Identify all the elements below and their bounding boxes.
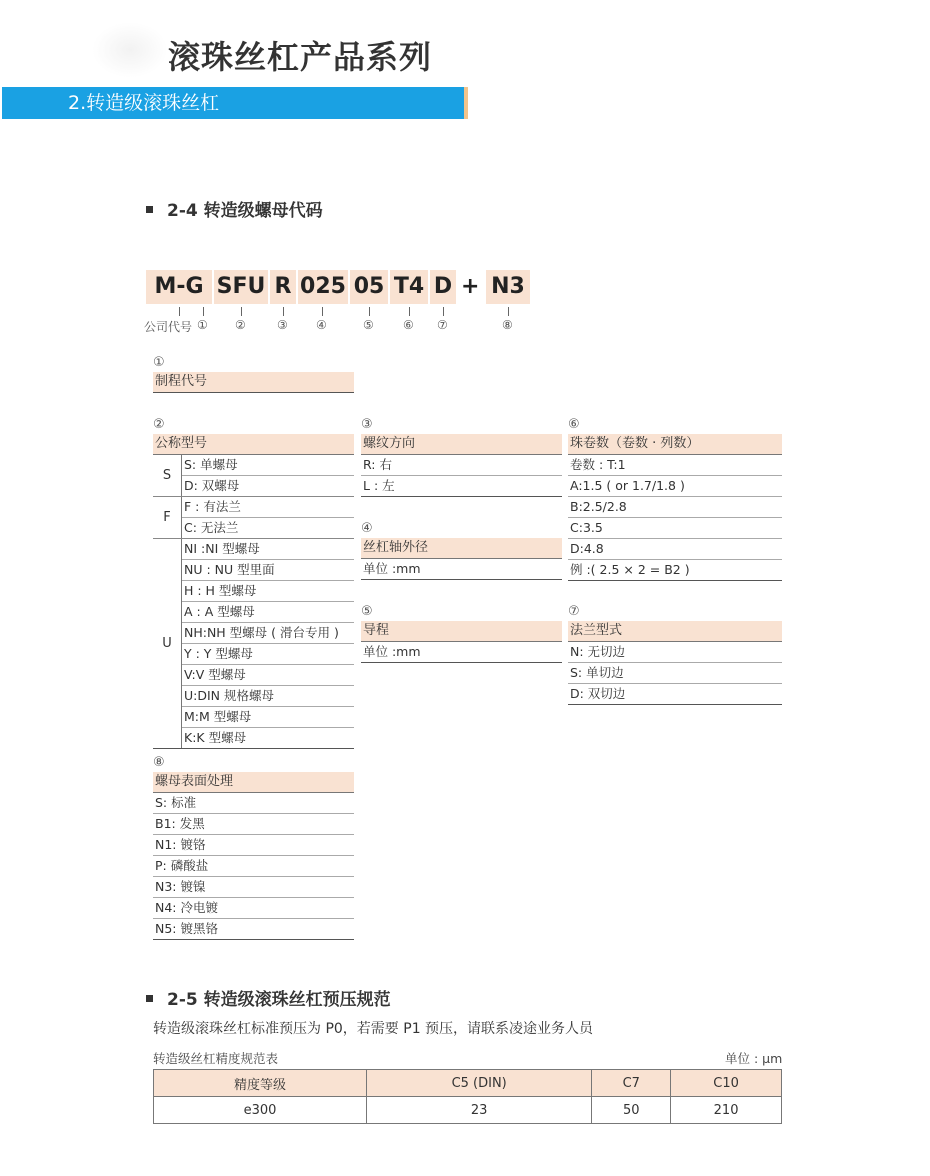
list-item: H : H 型螺母 [182, 581, 354, 602]
list-item: NH:NH 型螺母 ( 滑台专用 ) [182, 623, 354, 644]
list-item: 卷数 : T:1 [568, 455, 782, 476]
section-heading-text: 2-4 转造级螺母代码 [167, 201, 323, 221]
section-heading-2-5 [146, 985, 391, 1010]
column-header: 精度等级 [154, 1070, 367, 1097]
table-cell: 210 [671, 1097, 782, 1124]
code-part-company: M-G [146, 270, 212, 304]
table-row [154, 1097, 782, 1124]
table-header: 丝杠轴外径 [361, 538, 562, 559]
tick [203, 307, 204, 316]
section-banner: 2.转造级滚珠丝杠 [2, 87, 468, 119]
precision-table [153, 1069, 782, 1124]
list-item: U:DIN 规格螺母 [182, 686, 354, 707]
label-8: ⑧ [502, 318, 513, 332]
column-header: C5 (DIN) [367, 1070, 592, 1097]
table-number: ⑦ [568, 604, 580, 619]
table-ball-circuits [568, 416, 782, 581]
table-surface-treatment [153, 754, 354, 940]
bullet-square-icon [146, 995, 153, 1002]
label-company: 公司代号 [144, 320, 193, 334]
list-item: D:4.8 [568, 539, 782, 560]
group-u [153, 539, 354, 749]
bullet-square-icon [146, 206, 153, 213]
code-part-direction: R [270, 270, 296, 304]
list-item: 单位 :mm [361, 559, 562, 580]
section-heading-text: 2-5 转造级滚珠丝杠预压规范 [167, 990, 391, 1010]
table-header: 螺纹方向 [361, 434, 562, 455]
list-item: R: 右 [361, 455, 562, 476]
list-item: S: 单切边 [568, 663, 782, 684]
table-lead [361, 603, 562, 663]
label-2: ② [235, 318, 246, 332]
table-flange-type [568, 603, 782, 705]
tick [322, 307, 323, 316]
list-item: D: 双螺母 [184, 478, 240, 493]
list-item: P: 磷酸盐 [153, 856, 354, 877]
code-part-lead: 05 [350, 270, 388, 304]
list-item: Y : Y 型螺母 [182, 644, 354, 665]
label-3: ③ [277, 318, 288, 332]
table-header: 导程 [361, 621, 562, 642]
table-thread-direction [361, 416, 562, 497]
tick [179, 307, 180, 316]
list-item: D: 双切边 [568, 684, 782, 705]
code-plus: + [461, 274, 480, 299]
list-item: F : 有法兰 [182, 497, 354, 518]
list-item: 单位 :mm [361, 642, 562, 663]
list-item: NI :NI 型螺母 [182, 539, 354, 560]
list-item: N5: 镀黑铬 [153, 919, 354, 940]
label-7: ⑦ [437, 318, 448, 332]
tick [241, 307, 242, 316]
label-4: ④ [316, 318, 327, 332]
list-item: B:2.5/2.8 [568, 497, 782, 518]
table-nominal-model [153, 416, 354, 749]
group-key: F [153, 497, 182, 538]
list-item: NU : NU 型里面 [182, 560, 354, 581]
code-part-model: SFU [214, 270, 268, 304]
list-item: C: 无法兰 [184, 520, 239, 535]
table-title: 转造级丝杠精度规范表 [153, 1051, 279, 1066]
list-item: V:V 型螺母 [182, 665, 354, 686]
table-header: 制程代号 [153, 372, 354, 393]
table-process-code [153, 354, 354, 393]
table-number: ⑧ [153, 755, 165, 770]
tick [409, 307, 410, 316]
table-number: ④ [361, 521, 373, 536]
section-heading-2-4 [146, 196, 323, 221]
code-part-diameter: 025 [298, 270, 348, 304]
label-1: ① [197, 318, 208, 332]
table-cell: 23 [367, 1097, 592, 1124]
group-key: S [153, 455, 182, 496]
list-item: L : 左 [361, 476, 562, 497]
tick [369, 307, 370, 316]
page-title: 滚珠丝杠产品系列 [168, 38, 433, 76]
list-item: S: 标准 [153, 793, 354, 814]
table-number: ③ [361, 417, 373, 432]
code-part-circuits: T4 [390, 270, 428, 304]
table-header: 螺母表面处理 [153, 772, 354, 793]
list-item: A : A 型螺母 [182, 602, 354, 623]
tick [283, 307, 284, 316]
list-item: M:M 型螺母 [182, 707, 354, 728]
preload-note: 转造级滚珠丝杠标准预压为 P0，若需要 P1 预压，请联系凌途业务人员 [153, 1021, 594, 1037]
list-item: N4: 冷电镀 [153, 898, 354, 919]
table-number: ⑤ [361, 604, 373, 619]
banner-accent [464, 87, 468, 119]
table-shaft-diameter [361, 520, 562, 580]
group-f [153, 497, 354, 539]
table-cell: e300 [154, 1097, 367, 1124]
list-item: 例 :( 2.5 × 2 = B2 ) [568, 560, 782, 581]
tick [508, 307, 509, 316]
list-item: N1: 镀铬 [153, 835, 354, 856]
table-cell: 50 [592, 1097, 671, 1124]
title-decoration [92, 22, 168, 78]
list-item: N: 无切边 [568, 642, 782, 663]
list-item: B1: 发黑 [153, 814, 354, 835]
table-number: ⑥ [568, 417, 580, 432]
group-s [153, 455, 354, 497]
code-part-surface: N3 [486, 270, 530, 304]
list-item: N3: 镀镍 [153, 877, 354, 898]
group-key: U [153, 539, 182, 748]
table-header: 珠卷数（卷数 · 列数） [568, 434, 782, 455]
tick [443, 307, 444, 316]
list-item: C:3.5 [568, 518, 782, 539]
label-5: ⑤ [363, 318, 374, 332]
label-6: ⑥ [403, 318, 414, 332]
unit-label: 单位 : μm [725, 1051, 783, 1066]
table-header: 法兰型式 [568, 621, 782, 642]
table-header-row [154, 1070, 782, 1097]
list-item: S: 单螺母 [182, 455, 354, 476]
list-item: K:K 型螺母 [184, 730, 247, 745]
table-number: ① [153, 355, 165, 370]
table-header: 公称型号 [153, 434, 354, 455]
column-header: C7 [592, 1070, 671, 1097]
column-header: C10 [671, 1070, 782, 1097]
code-part-flange: D [430, 270, 456, 304]
list-item: A:1.5 ( or 1.7/1.8 ) [568, 476, 782, 497]
table-number: ② [153, 417, 165, 432]
